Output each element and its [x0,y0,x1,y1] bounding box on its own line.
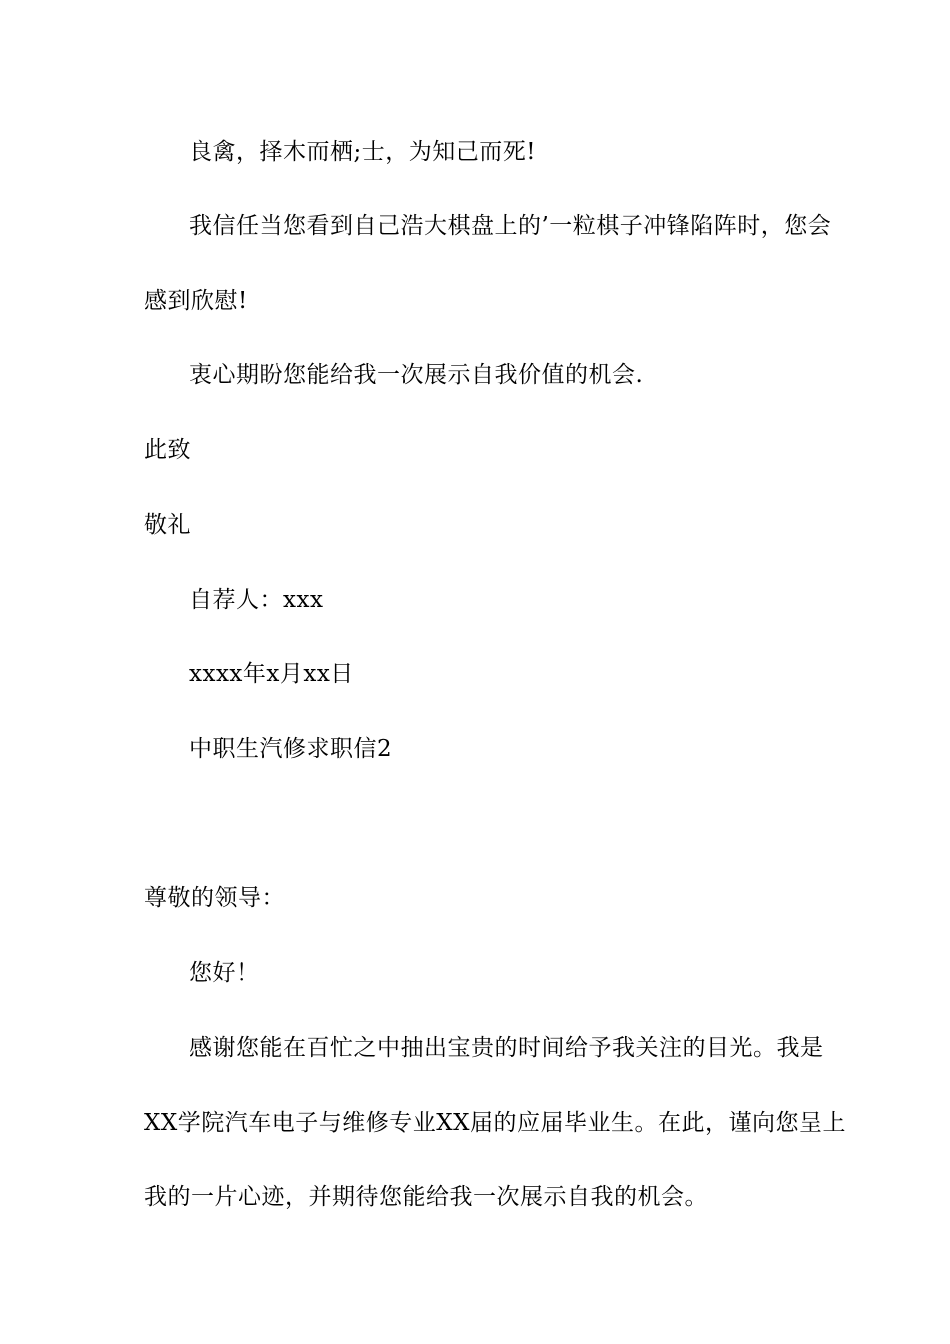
closing-regards: 敬礼 [144,512,191,538]
paragraph-line: 感谢您能在百忙之中抽出宝贵的时间给予我关注的目光。我是 [189,1035,824,1061]
paragraph-line: 良禽，择木而栖;士，为知己而死! [189,139,536,165]
paragraph-line: 我的一片心迹，并期待您能给我一次展示自我的机会。 [144,1184,708,1210]
paragraph-line: 我信任当您看到自己浩大棋盘上的’一粒棋子冲锋陷阵时，您会 [189,213,832,239]
greeting-recipient: 尊敬的领导： [144,885,285,911]
closing-salutation: 此致 [144,437,191,463]
paragraph-line: 感到欣慰! [144,288,248,314]
paragraph-line: 衷心期盼您能给我一次展示自我价值的机会. [189,362,644,388]
signature-line: 自荐人：xxx [189,587,324,613]
paragraph-line: XX学院汽车电子与维修专业XX届的应届毕业生。在此，谨向您呈上 [144,1110,846,1136]
greeting-hello: 您好！ [189,960,260,986]
date-line: xxxx年x月xx日 [189,661,354,687]
section-title: 中职生汽修求职信2 [189,736,393,762]
